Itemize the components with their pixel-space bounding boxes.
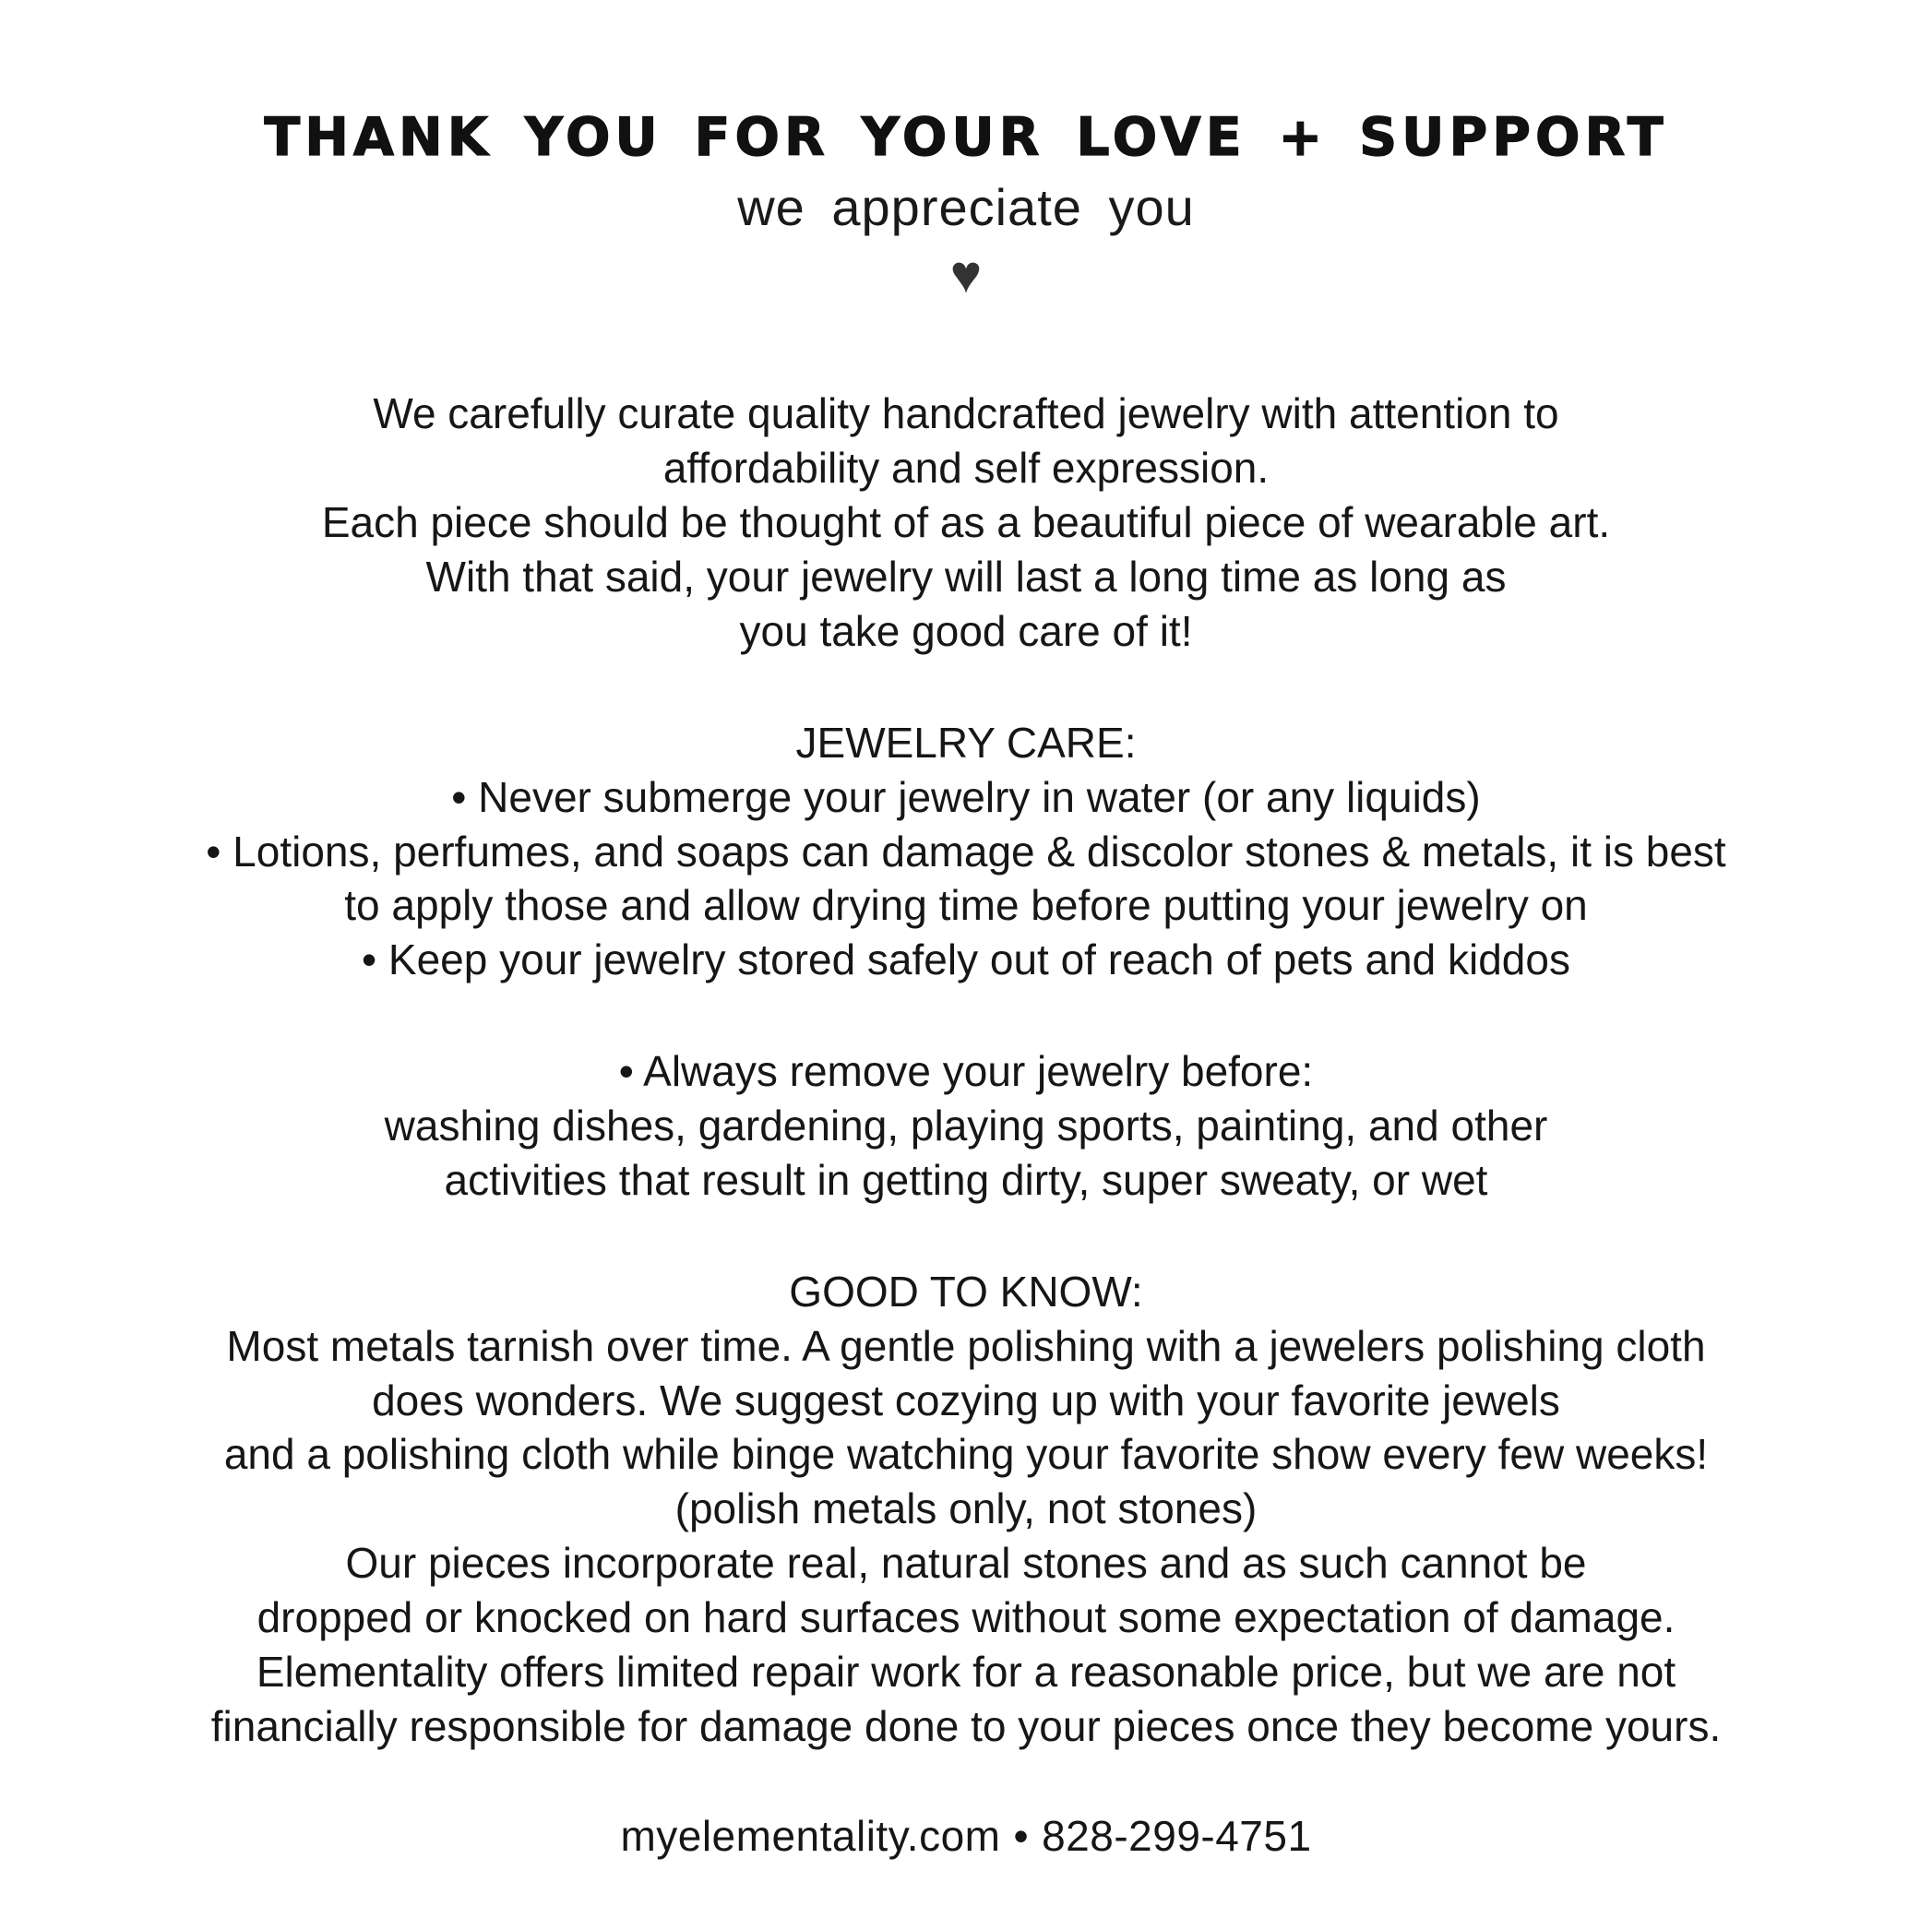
remove-before-block	[83, 1044, 1849, 1208]
phone-number[interactable]: 828-299-4751	[1042, 1811, 1312, 1860]
intro-line-3: Each piece should be thought of as a beautiful piece of wearable art.	[321, 498, 1611, 547]
good-to-know-line-6: dropped or knocked on hard surfaces without some expectation of damage.	[256, 1593, 1676, 1642]
intro-block	[83, 387, 1849, 658]
remove-before-line-2: activities that result in getting dirty, super sweaty, or wet	[444, 1155, 1488, 1204]
page-subtitle: we appreciate you	[737, 177, 1195, 236]
jewelry-care-item-2-cont: to apply those and allow drying time before putting your jewelry on	[344, 881, 1588, 930]
page-title: THANK YOU FOR YOUR LOVE + SUPPORT	[264, 107, 1668, 168]
good-to-know-line-3: and a polishing cloth while binge watching your favorite show every few weeks!	[223, 1430, 1709, 1479]
jewelry-care-block	[83, 716, 1849, 987]
good-to-know-line-7: Elementality offers limited repair work for a reasonable price, but we are not	[256, 1647, 1676, 1696]
footer-contact	[620, 1811, 1311, 1861]
website-link[interactable]: myelementality.com	[620, 1811, 1001, 1860]
separator-dot: •	[1013, 1811, 1030, 1860]
good-to-know-line-8: financially responsible for damage done to your pieces once they become yours.	[210, 1701, 1722, 1750]
jewelry-care-item-2: • Lotions, perfumes, and soaps can damage & discolor stones & metals, it is best	[206, 827, 1726, 876]
jewelry-care-item-1: • Never submerge your jewelry in water (or any liquids)	[451, 772, 1481, 821]
heart-icon: ♥	[949, 244, 983, 305]
intro-line-4: With that said, your jewelry will last a long time as long as	[425, 553, 1507, 602]
good-to-know-title: GOOD TO KNOW:	[789, 1267, 1143, 1316]
jewelry-care-item-3: • Keep your jewelry stored safely out of reach of pets and kiddos	[362, 935, 1570, 984]
jewelry-care-title: JEWELRY CARE:	[795, 718, 1137, 767]
good-to-know-block	[83, 1265, 1849, 1754]
good-to-know-line-1: Most metals tarnish over time. A gentle polishing with a jewelers polishing cloth	[226, 1321, 1706, 1370]
intro-line-2: affordability and self expression.	[662, 444, 1270, 493]
intro-line-1: We carefully curate quality handcrafted jewelry with attention to	[373, 389, 1559, 438]
good-to-know-line-5: Our pieces incorporate real, natural stones and as such cannot be	[345, 1539, 1587, 1588]
remove-before-line-1: washing dishes, gardening, playing sports, painting, and other	[384, 1102, 1548, 1150]
good-to-know-line-2: does wonders. We suggest cozying up with your favorite jewels	[372, 1376, 1560, 1424]
good-to-know-line-4: (polish metals only, not stones)	[674, 1484, 1258, 1533]
intro-line-5: you take good care of it!	[739, 606, 1193, 655]
remove-before-title: • Always remove your jewelry before:	[618, 1047, 1314, 1096]
